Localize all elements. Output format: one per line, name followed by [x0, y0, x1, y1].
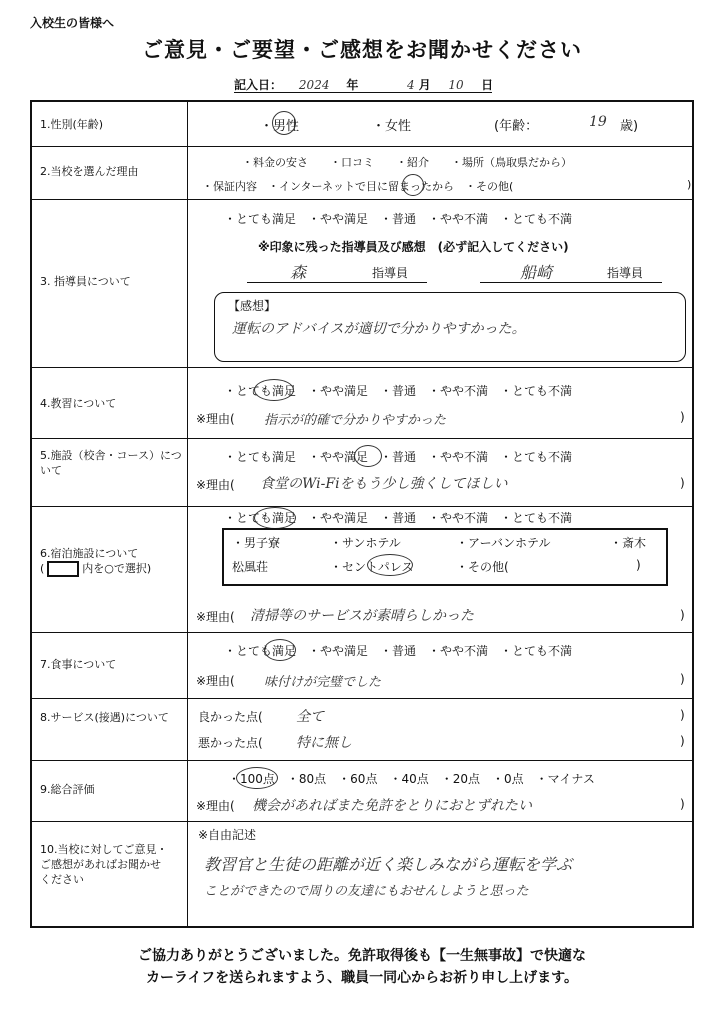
q9-label: 9.総合評価: [40, 783, 95, 796]
row-divider: [32, 821, 692, 822]
row-divider: [32, 199, 692, 200]
q6-reason-label: ※理由(: [196, 610, 235, 624]
row-divider: [32, 760, 692, 761]
date-label: 記入日：: [234, 78, 283, 92]
q6-label-line1: 6.宿泊施設について: [40, 547, 139, 560]
q6-option-shofuso[interactable]: 松風荘: [232, 560, 269, 574]
q6-selected-circle: [254, 507, 296, 529]
q8-label: 8.サービス(接遇)について: [40, 711, 169, 724]
q4-reason-label: ※理由(: [196, 412, 235, 426]
q6-box-glyph: [47, 561, 79, 577]
date-month: 4: [406, 78, 415, 92]
date-underline: [234, 92, 492, 93]
q3-instructor1-suffix: 指導員: [372, 266, 409, 280]
q3-label: 3. 指導員について: [40, 275, 131, 288]
q6-reason-text: 清掃等のサービスが素晴らしかった: [250, 608, 474, 624]
q5-close-paren: ): [680, 476, 685, 490]
row-divider: [32, 632, 692, 633]
q10-free-label: ※自由記述: [198, 828, 257, 842]
page-title: ご意見・ご要望・ご感想をお聞かせください: [142, 38, 582, 62]
row-divider: [32, 146, 692, 147]
q4-selected-circle: [254, 379, 294, 401]
q2-options-line1[interactable]: ・料金の安さ ・口コミ ・紹介 ・場所（鳥取県だから）: [242, 156, 572, 169]
q10-text-line1: 教習官と生徒の距離が近く楽しみながら運転を学ぶ: [204, 855, 573, 874]
footer-line1: ご協力ありがとうございました。免許取得後も【一生無事故】で快適な: [138, 948, 586, 964]
q6-option-close-paren: ): [636, 558, 641, 572]
q3-note: ※印象に残った指導員及び感想 (必ず記入してください): [258, 240, 569, 254]
q3-instructor2-name: 船崎: [520, 263, 553, 282]
q2-options-line2[interactable]: ・保証内容 ・インターネットで目に留まったから ・その他(: [202, 180, 514, 193]
q5-label: 5.施設（校舎・コース）について: [40, 449, 182, 477]
q6-label-line2: [40, 561, 182, 577]
q6-option-urban-hotel[interactable]: ・アーバンホテル: [456, 536, 551, 550]
q1-male-option[interactable]: ・男性: [260, 119, 300, 134]
q3-instructor1-name: 森: [290, 263, 307, 282]
q8-bad-close-paren: ): [680, 734, 685, 748]
q1-age-label: (年齢：: [494, 119, 539, 134]
q1-selected-circle: [272, 111, 296, 135]
q7-reason-text: 味付けが完璧でした: [264, 675, 382, 690]
q6-option-selected-circle: [367, 554, 413, 576]
q9-close-paren: ): [680, 797, 685, 811]
day-unit: 日: [481, 78, 494, 92]
q4-rating-scale[interactable]: ・とても満足 ・やや満足 ・普通 ・やや不満 ・とても不満: [224, 384, 573, 398]
month-unit: 月: [418, 78, 431, 92]
q5-reason-text: 食堂のWi-Fiをもう少し強くしてほしい: [260, 476, 508, 492]
q8-good-text: 全て: [296, 709, 324, 725]
q7-close-paren: ): [680, 672, 685, 686]
q7-rating-scale[interactable]: ・とても満足 ・やや満足 ・普通 ・やや不満 ・とても不満: [224, 644, 573, 658]
row-divider: [32, 438, 692, 439]
q10-text-line2: ことができたので周りの友達にもおせんしようと思った: [204, 884, 529, 899]
q4-close-paren: ): [680, 410, 685, 424]
row-divider: [32, 367, 692, 368]
q1-label: 1.性別(年齢): [40, 118, 104, 131]
date-row: [234, 76, 493, 93]
q6-option-saint-palace[interactable]: ・セントパレス: [330, 560, 414, 574]
q6-option-other[interactable]: ・その他(: [456, 560, 509, 574]
q3-impression-label: 【感想】: [228, 299, 277, 313]
q2-label: 2.当校を選んだ理由: [40, 165, 139, 178]
q9-selected-circle: [236, 767, 278, 789]
q6-option-sun-hotel[interactable]: ・サンホテル: [330, 536, 401, 550]
date-day: 10: [448, 78, 464, 92]
intro-text: 入校生の皆様へ: [30, 16, 115, 30]
column-divider: [187, 102, 188, 926]
q7-label: 7.食事について: [40, 658, 117, 671]
q4-reason-text: 指示が的確で分かりやすかった: [264, 413, 447, 428]
footer-line2: カーライフを送られますよう、職員一同心からお祈り申し上げます。: [145, 970, 579, 986]
q6-options-box: [222, 528, 668, 586]
q9-score-scale[interactable]: ・100点 ・80点 ・60点 ・40点 ・20点 ・0点 ・マイナス: [228, 772, 595, 786]
q6-option-dorm[interactable]: ・男子寮: [232, 536, 281, 550]
year-unit: 年: [346, 78, 359, 92]
q6-option-saiki[interactable]: ・斎木: [610, 536, 647, 550]
q1-age-unit: 歳): [620, 119, 639, 134]
q7-reason-label: ※理由(: [196, 674, 235, 688]
q8-bad-label: 悪かった点(: [198, 736, 263, 750]
q1-female-option[interactable]: ・女性: [372, 119, 412, 134]
q6-close-paren: ): [680, 608, 685, 622]
q9-reason-label: ※理由(: [196, 799, 235, 813]
q8-good-close-paren: ): [680, 708, 685, 722]
q3-rating-scale[interactable]: ・とても満足 ・やや満足 ・普通 ・やや不満 ・とても不満: [224, 212, 573, 226]
q1-age-value: 19: [589, 114, 607, 130]
survey-form: [30, 100, 694, 928]
q3-instructor1-line: [247, 282, 427, 283]
row-divider: [32, 698, 692, 699]
q6-rating-scale[interactable]: ・とても満足 ・やや満足 ・普通 ・やや不満 ・とても不満: [224, 511, 573, 525]
q3-impression-text: 運転のアドバイスが適切で分かりやすかった。: [232, 321, 526, 337]
q2-close-paren: ): [687, 178, 692, 191]
date-year: 2024: [298, 78, 330, 92]
q6-label: [40, 546, 182, 577]
q6-label-instruction: 内を○で選択): [82, 562, 152, 575]
q5-reason-label: ※理由(: [196, 478, 235, 492]
q3-instructor2-suffix: 指導員: [607, 266, 644, 280]
q2-selected-circle: [402, 174, 424, 196]
q3-instructor2-line: [480, 282, 662, 283]
q7-selected-circle: [264, 639, 296, 661]
q9-reason-text: 機会があればまた免許をとりにおとずれたい: [252, 798, 532, 814]
q8-bad-text: 特に無し: [296, 735, 352, 751]
q6-label-paren: (: [40, 562, 45, 575]
q4-label: 4.教習について: [40, 397, 117, 410]
q5-selected-circle: [354, 445, 382, 467]
q8-good-label: 良かった点(: [198, 710, 263, 724]
row-divider: [32, 506, 692, 507]
q5-rating-scale[interactable]: ・とても満足 ・やや満足 ・普通 ・やや不満 ・とても不満: [224, 450, 573, 464]
q10-label: 10.当校に対してご意見・ご感想があればお聞かせください: [40, 843, 168, 886]
